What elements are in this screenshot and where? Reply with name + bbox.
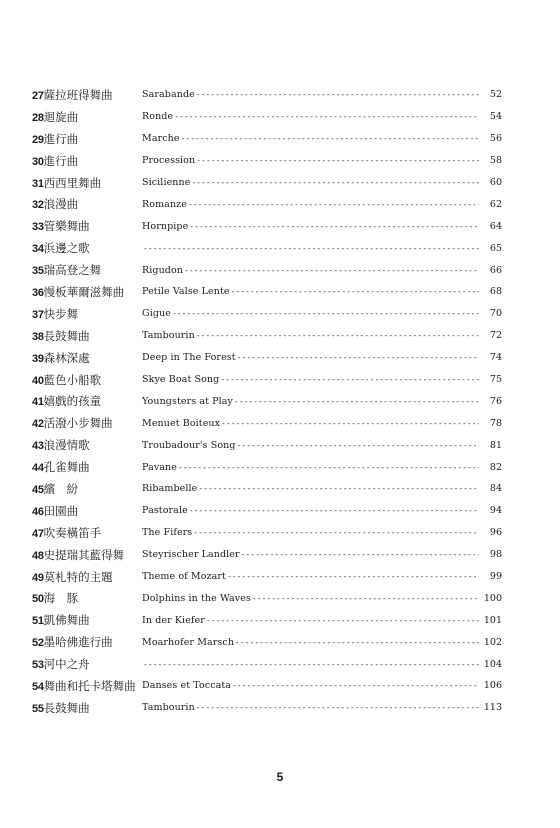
entry-number: 28 (32, 111, 44, 124)
entry-detail (142, 680, 502, 691)
toc-entry (32, 631, 502, 653)
table-of-contents (32, 84, 502, 719)
entry-title-chinese: 管樂舞曲 (43, 219, 90, 234)
entry-title-english: Dolphins in the Waves (142, 592, 251, 604)
entry-title-chinese: 慢板華爾滋舞曲 (43, 284, 125, 299)
entry-title-english: In der Kiefer (142, 614, 205, 626)
entry-title-chinese: 瑞高登之舞 (43, 263, 102, 278)
entry-detail (142, 89, 502, 100)
dot-leader (235, 638, 479, 647)
entry-page-number: 66 (489, 264, 502, 276)
entry-number: 30 (32, 155, 44, 168)
toc-entry (32, 259, 502, 281)
toc-entry (32, 303, 502, 325)
entry-title-chinese: 快步舞 (43, 306, 79, 321)
entry-number: 34 (32, 243, 44, 256)
entry-title-english: Danses et Toccata (142, 680, 232, 692)
entry-number: 51 (32, 615, 44, 628)
toc-entry (32, 500, 502, 522)
entry-number: 50 (32, 593, 44, 606)
entry-number: 48 (32, 549, 44, 562)
entry-number: 36 (32, 286, 44, 299)
entry-title-english: Menuet Boiteux (142, 417, 221, 429)
entry-detail (142, 396, 502, 407)
entry-title-chinese: 海 豚 (43, 591, 79, 606)
entry-title-english: Sicilienne (142, 177, 191, 188)
entry-page-number: 100 (483, 592, 502, 604)
entry-number-title (32, 175, 142, 191)
entry-number-title (32, 700, 142, 716)
entry-page-number: 64 (489, 220, 502, 232)
entry-title-chinese: 凱佛舞曲 (43, 613, 90, 628)
toc-entry (32, 412, 502, 434)
entry-number-title (32, 569, 142, 585)
entry-title-chinese: 浪漫情歌 (43, 438, 90, 453)
dot-leader (241, 550, 479, 559)
entry-number: 45 (32, 483, 44, 496)
entry-page-number: 82 (489, 461, 502, 473)
entry-page-number: 106 (483, 680, 502, 692)
dot-leader (143, 660, 479, 669)
entry-title-chinese: 繽 紛 (43, 481, 79, 496)
entry-number: 37 (32, 308, 44, 321)
toc-entry (32, 522, 502, 544)
entry-title-english: Moarhofer Marsch (142, 636, 235, 648)
entry-number-title (32, 656, 142, 672)
dot-leader (252, 594, 479, 603)
entry-number-title (32, 525, 142, 541)
toc-entry (32, 237, 502, 259)
entry-number: 33 (32, 221, 44, 234)
dot-leader (227, 572, 479, 581)
entry-detail (142, 199, 502, 210)
entry-number: 31 (32, 177, 44, 190)
entry-detail (142, 615, 502, 626)
toc-entry (32, 215, 502, 237)
entry-page-number: 99 (489, 571, 502, 583)
entry-title-chinese: 長鼓舞曲 (43, 328, 90, 343)
entry-title-english: Gigue (142, 308, 171, 320)
entry-detail (142, 659, 502, 670)
toc-entry (32, 544, 502, 566)
entry-title-chinese: 藍色小船歌 (43, 372, 102, 387)
entry-title-chinese: 西西里舞曲 (43, 175, 102, 190)
entry-page-number: 96 (489, 527, 502, 539)
toc-entry (32, 84, 502, 106)
entry-detail (142, 133, 502, 144)
dot-leader (206, 616, 479, 625)
toc-entry (32, 609, 502, 631)
entry-detail (142, 462, 502, 473)
entry-page-number: 101 (483, 614, 502, 626)
entry-title-chinese: 田園曲 (43, 503, 79, 518)
entry-title-english: Romanze (142, 198, 187, 210)
toc-entry (32, 281, 502, 303)
entry-detail (142, 286, 502, 297)
entry-detail (142, 637, 502, 648)
dot-leader (193, 528, 479, 537)
entry-detail (142, 177, 502, 188)
toc-entry (32, 172, 502, 194)
dot-leader (237, 353, 479, 362)
entry-title-chinese: 莫札特的主題 (43, 569, 113, 584)
entry-number-title (32, 481, 142, 497)
entry-detail (142, 505, 502, 516)
entry-number-title (32, 547, 142, 563)
entry-page-number: 70 (489, 308, 502, 320)
entry-number: 42 (32, 418, 44, 431)
entry-detail (142, 352, 502, 363)
entry-number-title (32, 87, 142, 103)
page-number: 5 (276, 770, 284, 784)
dot-leader (220, 375, 479, 384)
entry-number-title (32, 350, 142, 366)
entry-detail (142, 111, 502, 122)
entry-number-title (32, 459, 142, 475)
entry-number-title (32, 306, 142, 322)
entry-page-number: 72 (489, 330, 502, 342)
toc-entry (32, 193, 502, 215)
entry-number: 41 (32, 396, 44, 409)
entry-page-number: 52 (489, 89, 502, 101)
entry-detail (142, 571, 502, 582)
entry-title-chinese: 浜邊之歌 (43, 241, 90, 256)
entry-page-number: 58 (489, 155, 502, 167)
entry-number-title (32, 196, 142, 212)
entry-page-number: 75 (489, 374, 502, 386)
entry-number-title (32, 109, 142, 125)
entry-number: 39 (32, 352, 44, 365)
entry-number-title (32, 284, 142, 300)
entry-title-english: Youngsters at Play (142, 395, 233, 407)
entry-detail (142, 265, 502, 276)
entry-title-chinese: 墨哈佛進行曲 (43, 635, 113, 650)
entry-number-title (32, 262, 142, 278)
toc-entry (32, 128, 502, 150)
dot-leader (196, 331, 479, 340)
entry-detail (142, 155, 502, 166)
entry-detail (142, 527, 502, 538)
dot-leader (221, 419, 479, 428)
entry-detail (142, 440, 502, 451)
toc-entry (32, 390, 502, 412)
entry-number: 38 (32, 330, 44, 343)
entry-title-chinese: 浪漫曲 (43, 197, 79, 212)
entry-number-title (32, 437, 142, 453)
dot-leader (178, 463, 479, 472)
entry-number: 27 (32, 89, 44, 102)
dot-leader (184, 266, 479, 275)
dot-leader (196, 156, 479, 165)
entry-number-title (32, 678, 142, 694)
entry-title-english: Sarabande (142, 89, 195, 101)
toc-entry (32, 347, 502, 369)
dot-leader (196, 703, 479, 712)
entry-title-chinese: 長鼓舞曲 (43, 700, 90, 715)
dot-leader (232, 681, 479, 690)
entry-page-number: 98 (489, 549, 502, 561)
entry-number-title (32, 372, 142, 388)
entry-title-chinese: 迴旋曲 (43, 109, 79, 124)
entry-title-english: Procession (142, 155, 196, 167)
toc-entry (32, 566, 502, 588)
entry-number: 55 (32, 702, 44, 715)
entry-page-number: 94 (489, 505, 502, 517)
toc-entry (32, 587, 502, 609)
toc-entry (32, 653, 502, 675)
entry-title-english: The Fifers (142, 527, 193, 539)
toc-entry (32, 106, 502, 128)
entry-number: 29 (32, 133, 44, 146)
entry-title-chinese: 吹奏橫笛手 (43, 525, 102, 540)
entry-title-english: Ronde (142, 111, 174, 123)
entry-title-chinese: 嬉戲的孩童 (43, 394, 102, 409)
entry-title-chinese: 活潑小步舞曲 (43, 416, 113, 431)
dot-leader (181, 134, 479, 143)
entry-page-number: 104 (483, 658, 502, 670)
entry-number: 43 (32, 440, 44, 453)
entry-number-title (32, 590, 142, 606)
entry-detail (142, 308, 502, 319)
entry-title-english: Pastorale (142, 505, 188, 517)
entry-title-chinese: 進行曲 (43, 131, 79, 146)
entry-page-number: 54 (489, 111, 502, 123)
entry-title-english: Marche (142, 133, 180, 145)
entry-title-english: Ribambelle (142, 483, 198, 495)
entry-number: 32 (32, 199, 44, 212)
entry-detail (142, 374, 502, 385)
dot-leader (143, 244, 479, 253)
dot-leader (198, 484, 479, 493)
toc-entry (32, 478, 502, 500)
entry-number: 44 (32, 462, 44, 475)
entry-detail (142, 593, 502, 604)
dot-leader (231, 287, 479, 296)
entry-page-number: 62 (489, 198, 502, 210)
entry-detail (142, 243, 502, 254)
entry-number: 49 (32, 571, 44, 584)
entry-title-english: Tambourin (142, 702, 195, 714)
entry-number-title (32, 634, 142, 650)
dot-leader (237, 441, 479, 450)
dot-leader (172, 309, 479, 318)
entry-page-number: 81 (489, 439, 502, 451)
dot-leader (234, 397, 479, 406)
entry-number: 40 (32, 374, 44, 387)
entry-page-number: 102 (483, 636, 502, 648)
entry-page-number: 113 (483, 702, 502, 714)
entry-title-chinese: 森林深處 (43, 350, 90, 365)
entry-number: 47 (32, 527, 44, 540)
entry-detail (142, 702, 502, 713)
toc-entry (32, 150, 502, 172)
entry-title-chinese: 河中之舟 (43, 657, 90, 672)
entry-number-title (32, 218, 142, 234)
dot-leader (188, 200, 479, 209)
entry-title-chinese: 孔雀舞曲 (43, 460, 90, 475)
entry-page-number: 78 (489, 417, 502, 429)
entry-number: 52 (32, 637, 44, 650)
entry-title-english: Theme of Mozart (142, 571, 226, 583)
toc-entry (32, 369, 502, 391)
entry-detail (142, 330, 502, 341)
entry-number-title (32, 415, 142, 431)
entry-title-english: Pavane (142, 461, 178, 473)
entry-detail (142, 221, 502, 232)
entry-page-number: 84 (489, 483, 502, 495)
entry-title-chinese: 進行曲 (43, 153, 79, 168)
dot-leader (191, 178, 479, 187)
entry-number-title (32, 131, 142, 147)
toc-entry (32, 456, 502, 478)
entry-number-title (32, 240, 142, 256)
entry-title-chinese: 舞曲和托卡塔舞曲 (43, 678, 136, 693)
entry-number-title (32, 503, 142, 519)
entry-page-number: 74 (489, 352, 502, 364)
entry-title-english: Troubadour's Song (142, 439, 236, 451)
entry-page-number: 76 (489, 395, 502, 407)
entry-title-english: Petile Valse Lente (142, 286, 230, 298)
dot-leader (196, 90, 479, 99)
entry-number: 46 (32, 505, 44, 518)
dot-leader (174, 112, 479, 121)
entry-detail (142, 549, 502, 560)
entry-title-english: Rigudon (142, 264, 184, 276)
toc-entry (32, 697, 502, 719)
toc-entry (32, 325, 502, 347)
dot-leader (189, 222, 479, 231)
entry-page-number: 68 (489, 286, 502, 298)
entry-title-chinese: 史提瑞其藍得舞 (43, 547, 125, 562)
entry-number: 53 (32, 659, 44, 672)
entry-number-title (32, 612, 142, 628)
entry-page-number: 56 (489, 133, 502, 145)
entry-number: 35 (32, 265, 44, 278)
entry-number: 54 (32, 680, 44, 693)
entry-title-english: Steyrischer Landler (142, 549, 240, 561)
dot-leader (189, 506, 479, 515)
entry-page-number: 60 (489, 177, 502, 188)
entry-title-chinese: 薩拉班得舞曲 (43, 87, 113, 102)
entry-title-english: Tambourin (142, 330, 195, 342)
entry-number-title (32, 393, 142, 409)
entry-page-number: 65 (489, 242, 502, 254)
entry-detail (142, 483, 502, 494)
toc-entry (32, 675, 502, 697)
entry-title-english: Deep in The Forest (142, 352, 236, 364)
entry-title-english: Skye Boat Song (142, 374, 220, 386)
entry-number-title (32, 328, 142, 344)
toc-entry (32, 434, 502, 456)
entry-number-title (32, 153, 142, 169)
entry-title-english: Hornpipe (142, 220, 189, 232)
entry-detail (142, 418, 502, 429)
